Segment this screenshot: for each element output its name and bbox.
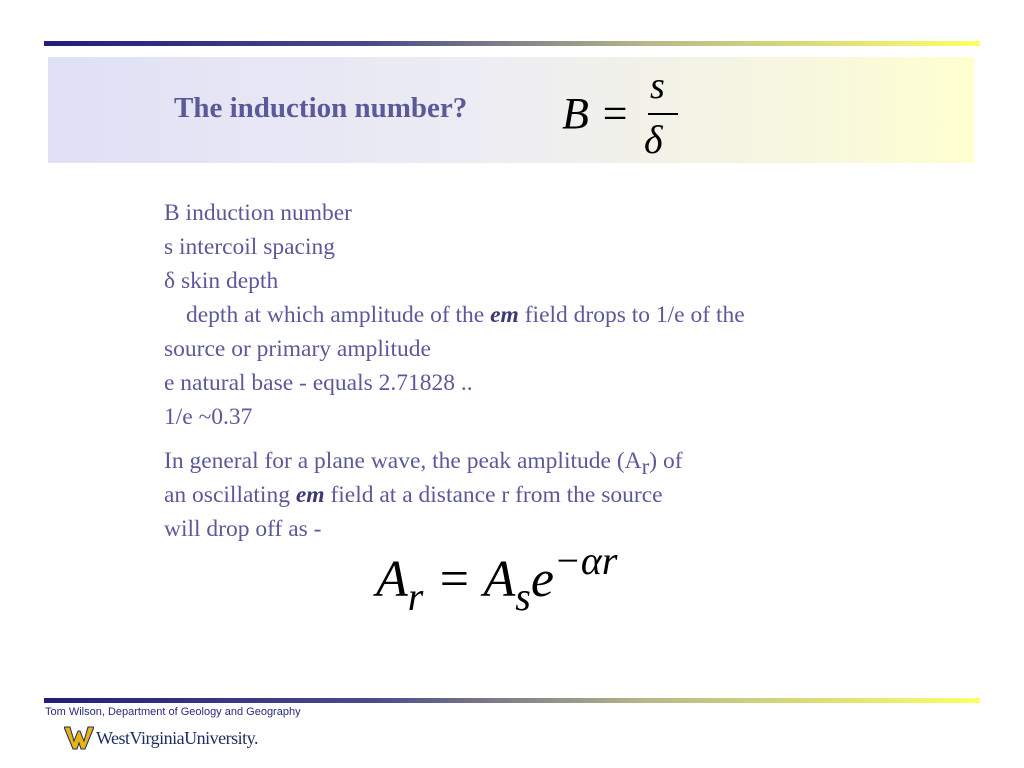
note-text-cont: field drops to 1/e of the <box>518 302 745 328</box>
definition-delta: δ skin depth <box>164 268 279 294</box>
bottom-rule <box>44 698 980 703</box>
top-rule <box>44 41 980 46</box>
wvu-logo-text: WestVirginiaUniversity. <box>96 727 258 748</box>
definition-s: s intercoil spacing <box>164 234 335 260</box>
amplitude-subscript: r <box>641 454 650 479</box>
formula-denominator: δ <box>644 117 663 162</box>
slide-title: The induction number? <box>174 92 468 124</box>
eq-equals: = A <box>423 551 516 608</box>
general-text-c: an oscillating <box>164 482 296 508</box>
general-text-b: ) of <box>649 448 683 474</box>
general-text-a: In general for a plane wave, the peak amplitude (A <box>164 448 642 474</box>
eq-sub-s: s <box>515 574 531 619</box>
general-emphasis: em <box>295 482 325 508</box>
eq-sub-r: r <box>407 574 424 619</box>
general-line-1 <box>164 444 884 478</box>
eq-a: A <box>376 551 408 608</box>
general-line-2 <box>164 478 884 512</box>
induction-number-formula <box>562 65 702 166</box>
e-definition: e natural base - equals 2.71828 .. <box>164 370 473 396</box>
wv-mark-icon <box>64 725 94 751</box>
skin-depth-note <box>164 298 884 332</box>
formula-lhs: B = <box>562 89 630 138</box>
definition-b: B induction number <box>164 200 352 226</box>
eq-e: e <box>530 551 554 608</box>
note-text: depth at which amplitude of the <box>186 302 491 328</box>
skin-depth-note-cont: source or primary amplitude <box>164 336 431 362</box>
general-text-d: field at a distance r from the source <box>324 482 663 508</box>
note-emphasis: em <box>490 302 519 328</box>
fraction-bar <box>648 113 678 115</box>
inverse-e: 1/e ~0.37 <box>164 404 253 430</box>
slide-body <box>164 196 884 546</box>
wvu-logo <box>64 723 258 753</box>
formula-numerator: s <box>650 65 665 107</box>
general-line-3: will drop off as - <box>164 516 322 542</box>
footer-credit: Tom Wilson, Department of Geology and Geography <box>45 706 301 718</box>
eq-exponent: −αr <box>553 538 618 583</box>
decay-equation <box>376 538 618 619</box>
